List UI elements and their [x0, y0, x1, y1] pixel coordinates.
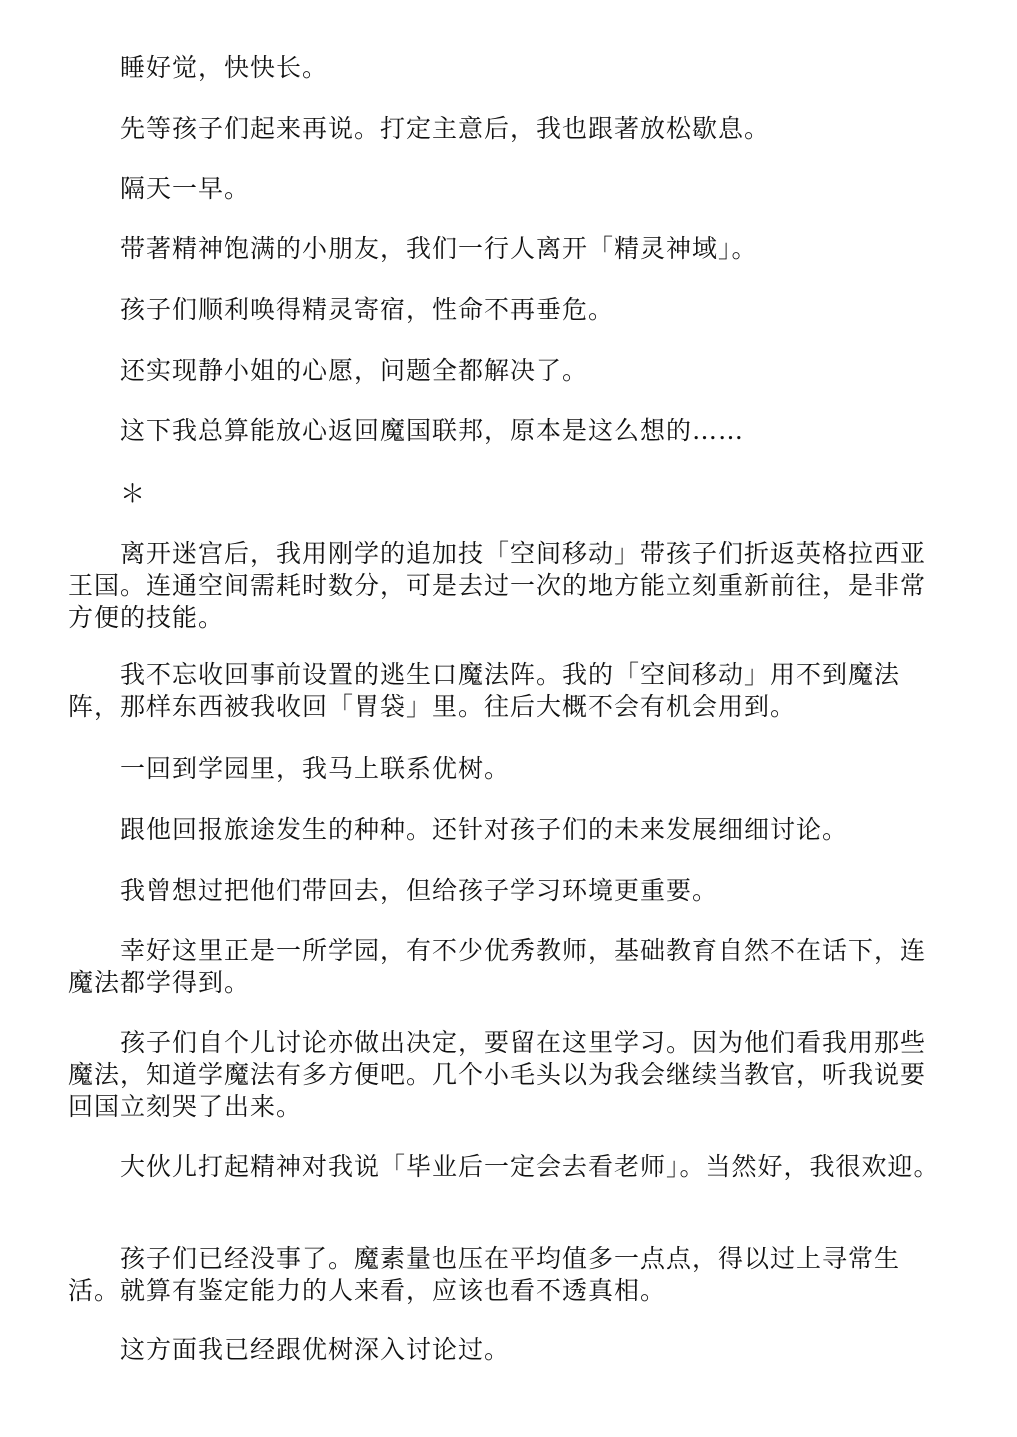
paragraph: 睡好觉，快快长。	[120, 53, 329, 82]
paragraph: 我不忘收回事前设置的逃生口魔法阵。我的「空间移动」用不到魔法阵，那样东西被我收回「胃袋」里。往后大概不会有机会用到。	[68, 660, 901, 721]
paragraph: 这方面我已经跟优树深入讨论过。	[120, 1335, 511, 1364]
paragraph: 带著精神饱满的小朋友，我们一行人离开「精灵神域」。	[120, 234, 758, 263]
paragraph: 先等孩子们起来再说。打定主意后，我也跟著放松歇息。	[120, 114, 771, 143]
paragraph: 跟他回报旅途发生的种种。还针对孩子们的未来发展细细讨论。	[120, 815, 849, 844]
paragraph: 幸好这里正是一所学园，有不少优秀教师，基础教育自然不在话下，连魔法都学得到。	[68, 936, 927, 997]
paragraph: 大伙儿打起精神对我说「毕业后一定会去看老师」。当然好，我很欢迎。	[120, 1152, 940, 1181]
paragraph: 孩子们顺利唤得精灵寄宿，性命不再垂危。	[120, 295, 615, 324]
paragraph: 离开迷宫后，我用刚学的追加技「空间移动」带孩子们折返英格拉西亚王国。连通空间需耗时数分，可是去过一次的地方能立刻重新前往，是非常方便的技能。	[68, 539, 927, 632]
section-break-asterisk: ＊	[120, 479, 147, 508]
paragraph: 还实现静小姐的心愿，问题全都解决了。	[120, 356, 589, 385]
paragraph: 我曾想过把他们带回去，但给孩子学习环境更重要。	[120, 876, 719, 905]
paragraph: 隔天一早。	[120, 174, 251, 203]
paragraph: 孩子们自个儿讨论亦做出决定，要留在这里学习。因为他们看我用那些魔法，知道学魔法有多方便吧。几个小毛头以为我会继续当教官，听我说要回国立刻哭了出来。	[68, 1028, 927, 1121]
paragraph: 这下我总算能放心返回魔国联邦，原本是这么想的……	[120, 416, 745, 445]
paragraph: 一回到学园里，我马上联系优树。	[120, 754, 511, 783]
paragraph: 孩子们已经没事了。魔素量也压在平均值多一点点，得以过上寻常生活。就算有鉴定能力的人来看，应该也看不透真相。	[68, 1244, 901, 1305]
